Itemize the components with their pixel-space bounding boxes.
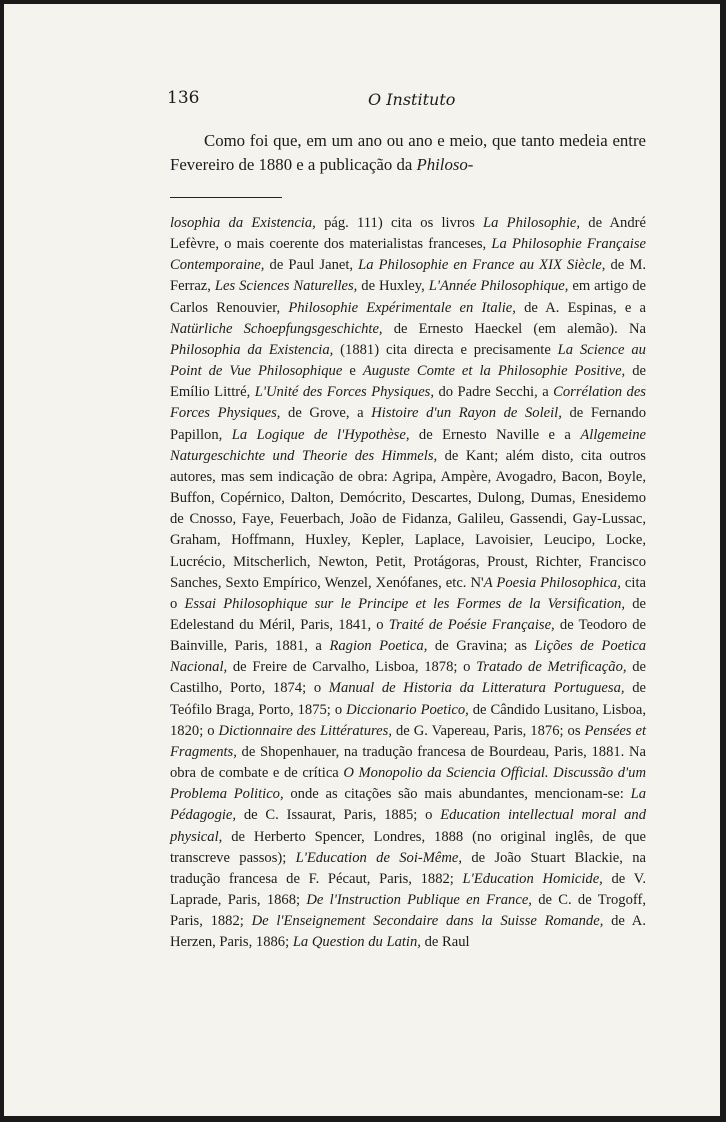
text-run: de Huxley, xyxy=(357,278,429,295)
italic-title: La Philosophie, xyxy=(483,215,581,231)
italic-title: Dictionnaire des Littératures, xyxy=(218,722,392,739)
italic-title: A Poesia Philosophica, xyxy=(483,574,621,591)
book-page xyxy=(4,4,720,1116)
italic-title: La Science au Point de Vue Philosophique xyxy=(170,341,646,380)
text-run: de Emílio Littré, xyxy=(170,363,646,401)
italic-title: Philosophia da Existencia, xyxy=(170,341,334,358)
italic-title: Philosophie Expérimentale en Italie, xyxy=(288,299,516,316)
text-run: de M. Ferraz, xyxy=(170,257,646,295)
text-run: de Gravina; as xyxy=(427,638,535,655)
text-run: cita o xyxy=(170,574,646,612)
italic-title: Philoso- xyxy=(416,155,474,174)
text-run: e xyxy=(342,363,363,380)
italic-title: Allgemeine Naturgeschichte und Theorie des Himmels, xyxy=(170,426,647,464)
text-run: de A. Espinas, e a xyxy=(515,299,646,316)
text-run: de Ernesto Haeckel (em alemão). Na xyxy=(382,320,646,337)
text-run: de Grove, a xyxy=(280,405,372,422)
text-run: de Herberto Spencer, Londres, 1888 (no original inglês, de que transcreve passos); xyxy=(170,828,646,866)
italic-title: Les Sciences Naturelles, xyxy=(214,278,358,295)
running-title: O Instituto xyxy=(368,90,456,109)
italic-title: La Question du Latin, xyxy=(292,934,421,951)
text-run: de C. Issaurat, Paris, 1885; o xyxy=(236,807,441,824)
text-run: de André Lefèvre, o mais coerente dos materialistas franceses, xyxy=(170,215,646,253)
text-run: de Teodoro de Bainville, Paris, 1881, a xyxy=(170,616,646,655)
page-number: 136 xyxy=(167,88,200,108)
footnote-text xyxy=(170,213,646,953)
italic-title: Auguste Comte et la Philosophie Positive, xyxy=(362,363,626,380)
text-run: de V. Laprade, Paris, 1868; xyxy=(170,870,646,908)
italic-title: Tratado de Metrificação, xyxy=(476,659,627,676)
italic-title: O Monopolio da Sciencia Official. Discussão d'um Problema Politico, xyxy=(170,765,646,803)
text-run: de Edelestand du Méril, Paris, 1841, o xyxy=(170,595,646,633)
text-run: de Ernesto Naville e a xyxy=(409,426,581,443)
italic-title: La Logique de l'Hypothèse, xyxy=(231,426,410,443)
text-run: (1881) cita directa e precisamente xyxy=(333,341,558,358)
italic-title: Ragion Poetica, xyxy=(329,638,428,655)
italic-title: losophia da Existencia, xyxy=(170,215,316,231)
italic-title: Traité de Poésie Française, xyxy=(388,616,555,633)
main-paragraph xyxy=(170,129,646,177)
italic-title: L'Education Homicide, xyxy=(462,870,603,887)
italic-title: L'Unité des Forces Physiques, xyxy=(254,384,435,401)
text-run: de Shopenhauer, na tradução francesa de Bourdeau, Paris, 1881. Na obra de combate e de crítica xyxy=(170,743,646,782)
text-run: de Castilho, Porto, 1874; o xyxy=(170,659,646,697)
italic-title: Essai Philosophique sur le Principe et les Formes de la Versification, xyxy=(184,595,626,612)
italic-title: De l'Enseignement Secondaire dans la Suisse Romande, xyxy=(251,913,604,930)
italic-title: Manual de Historia da Litteratura Portuguesa, xyxy=(328,680,625,697)
text-run: pág. 111) cita os livros xyxy=(315,215,483,231)
text-run: de Teófilo Braga, Porto, 1875; o xyxy=(170,680,646,718)
italic-title: L'Education de Soi-Même, xyxy=(295,849,463,866)
text-run: de Paul Janet, xyxy=(264,257,359,274)
text-run: onde as citações são mais abundantes, mencionam-se: xyxy=(283,786,631,803)
text-run: de Freire de Carvalho, Lisboa, 1878; o xyxy=(227,659,477,676)
text-run: de G. Vapereau, Paris, 1876; os xyxy=(391,722,585,739)
italic-title: La Philosophie en France au XIX Siècle, xyxy=(358,257,606,274)
text-run: de Cândido Lusitano, Lisboa, 1820; o xyxy=(170,701,646,739)
text-run: Como foi que, em um ano ou ano e meio, que tanto medeia entre Fevereiro de 1880 e a publicação da xyxy=(170,131,646,174)
italic-title: Natürliche Schoepfungsgeschichte, xyxy=(170,320,383,337)
italic-title: La Pédagogie, xyxy=(170,786,646,824)
italic-title: L'Année Philosophique, xyxy=(428,278,569,295)
footnote-separator xyxy=(170,197,282,198)
text-run: de Raul xyxy=(420,934,470,951)
italic-title: Pensées et Fragments, xyxy=(170,722,646,760)
text-run: de A. Herzen, Paris, 1886; xyxy=(170,913,646,951)
text-run: em artigo de Carlos Renouvier, xyxy=(170,278,646,316)
italic-title: Lições de Poetica Nacional, xyxy=(170,638,646,676)
italic-title: La Philosophie Française Contemporaine, xyxy=(170,236,646,274)
italic-title: De l'Instruction Publique en France, xyxy=(306,892,532,908)
text-run: de João Stuart Blackie, na tradução francesa de F. Pécaut, Paris, 1882; xyxy=(170,849,646,887)
italic-title: Education intellectual moral and physical, xyxy=(170,807,647,845)
text-run: de Fernando Papillon, xyxy=(170,405,646,443)
text-run: de Kant; além disto, cita outros autores, mas sem indicação de obra: Agripa, Ampère, Avogadro, Bacon, Boyle, Buffon, Copérnico, Dalton, Demócrito, Descartes, Dulong, Dumas, Enesidemo de Cnosso, Faye, Feuerbach, João de Fidanza, Galileu, Gassendi, Gay-Lussac, Graham, Hoffmann, Huxley, Kepler, Laplace, Lavoisier, Leucipo, Locke, Lucrécio, Mitscherlich, Newton, Petit, Protágoras, Proust, Richter, Francisco Sanches, Sexto Empírico, Wenzel, Xenófanes, etc. N' xyxy=(170,447,646,591)
text-run: do Padre Secchi, a xyxy=(434,384,554,401)
text-run: de C. de Trogoff, Paris, 1882; xyxy=(170,892,646,930)
italic-title: Diccionario Poetico, xyxy=(346,701,469,718)
italic-title: Corrélation des Forces Physiques, xyxy=(170,384,646,422)
italic-title: Histoire d'un Rayon de Soleil, xyxy=(371,405,562,422)
